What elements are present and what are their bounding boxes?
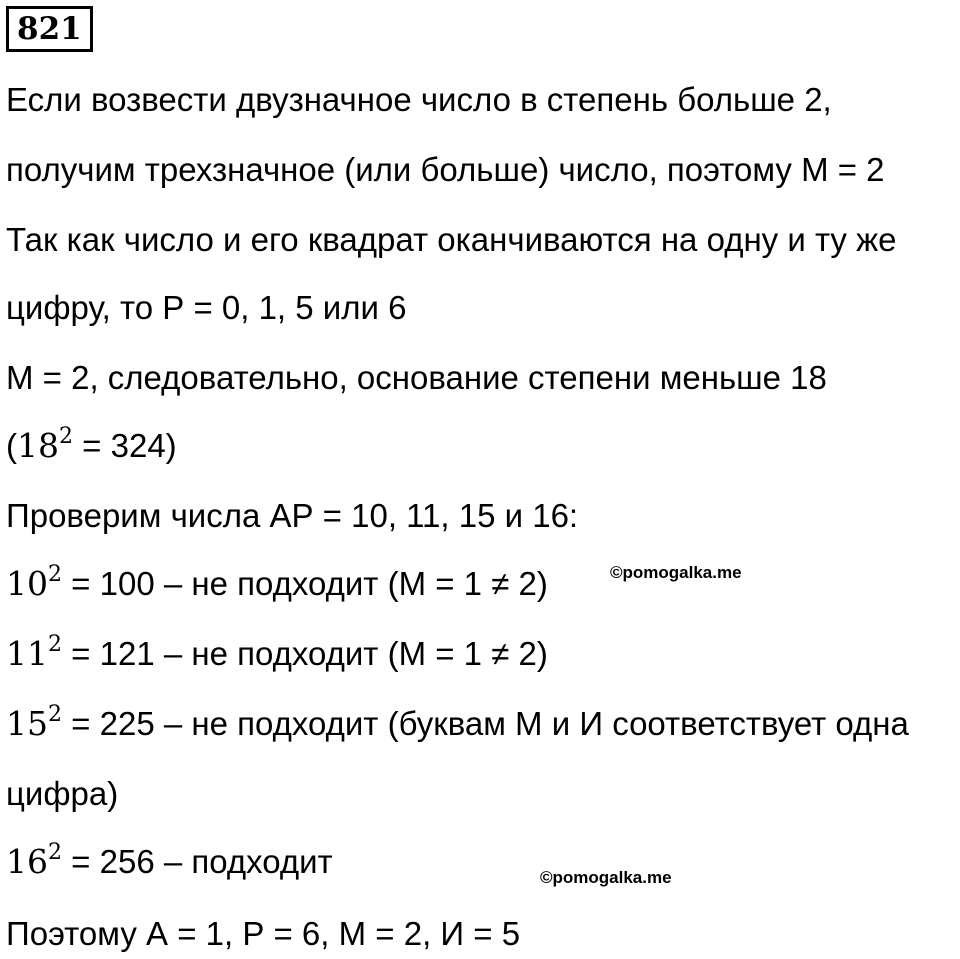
power-base: 15 — [6, 704, 48, 743]
watermark: ©pomogalka.me — [610, 563, 742, 582]
check-line-16 — [6, 840, 333, 884]
watermark: ©pomogalka.me — [540, 868, 672, 887]
text-line-4: цифру, то Р = 0, 1, 5 или 6 — [6, 289, 407, 326]
check-result: = 225 – не подходит (буквам М и И соответствует одна — [62, 705, 909, 742]
check-result: = 100 – не подходит (М = 1 ≠ 2) — [62, 565, 548, 602]
text-line-2: получим трехзначное (или больше) число, поэтому М = 2 — [6, 151, 885, 188]
open-paren: ( — [6, 427, 17, 464]
power-base: 16 — [6, 842, 48, 881]
problem-number: 821 — [6, 6, 93, 52]
text-line-3: Так как число и его квадрат оканчиваются на одну и ту же — [6, 221, 897, 258]
check-intro: Проверим числа АР = 10, 11, 15 и 16: — [6, 497, 579, 534]
power-base: 18 — [17, 426, 59, 465]
check-line-10 — [6, 562, 548, 606]
power-base: 10 — [6, 564, 48, 603]
power-exponent: 2 — [48, 562, 62, 587]
check-line-15 — [6, 702, 909, 746]
power-exponent: 2 — [48, 632, 62, 657]
check-line-11 — [6, 632, 548, 676]
power-exponent: 2 — [59, 424, 73, 449]
text-line-1: Если возвести двузначное число в степень больше 2, — [6, 81, 832, 118]
text-line-5: М = 2, следовательно, основание степени меньше 18 — [6, 359, 827, 396]
power-18-line — [6, 424, 177, 468]
check-result: = 256 – подходит — [62, 843, 333, 880]
power-exponent: 2 — [48, 702, 62, 727]
power-base: 11 — [6, 634, 48, 673]
check-result: = 121 – не подходит (М = 1 ≠ 2) — [62, 635, 548, 672]
continuation-line: цифра) — [6, 775, 119, 812]
power-exponent: 2 — [48, 840, 62, 865]
power-result: = 324) — [73, 427, 177, 464]
conclusion-line: Поэтому А = 1, Р = 6, М = 2, И = 5 — [6, 915, 521, 952]
